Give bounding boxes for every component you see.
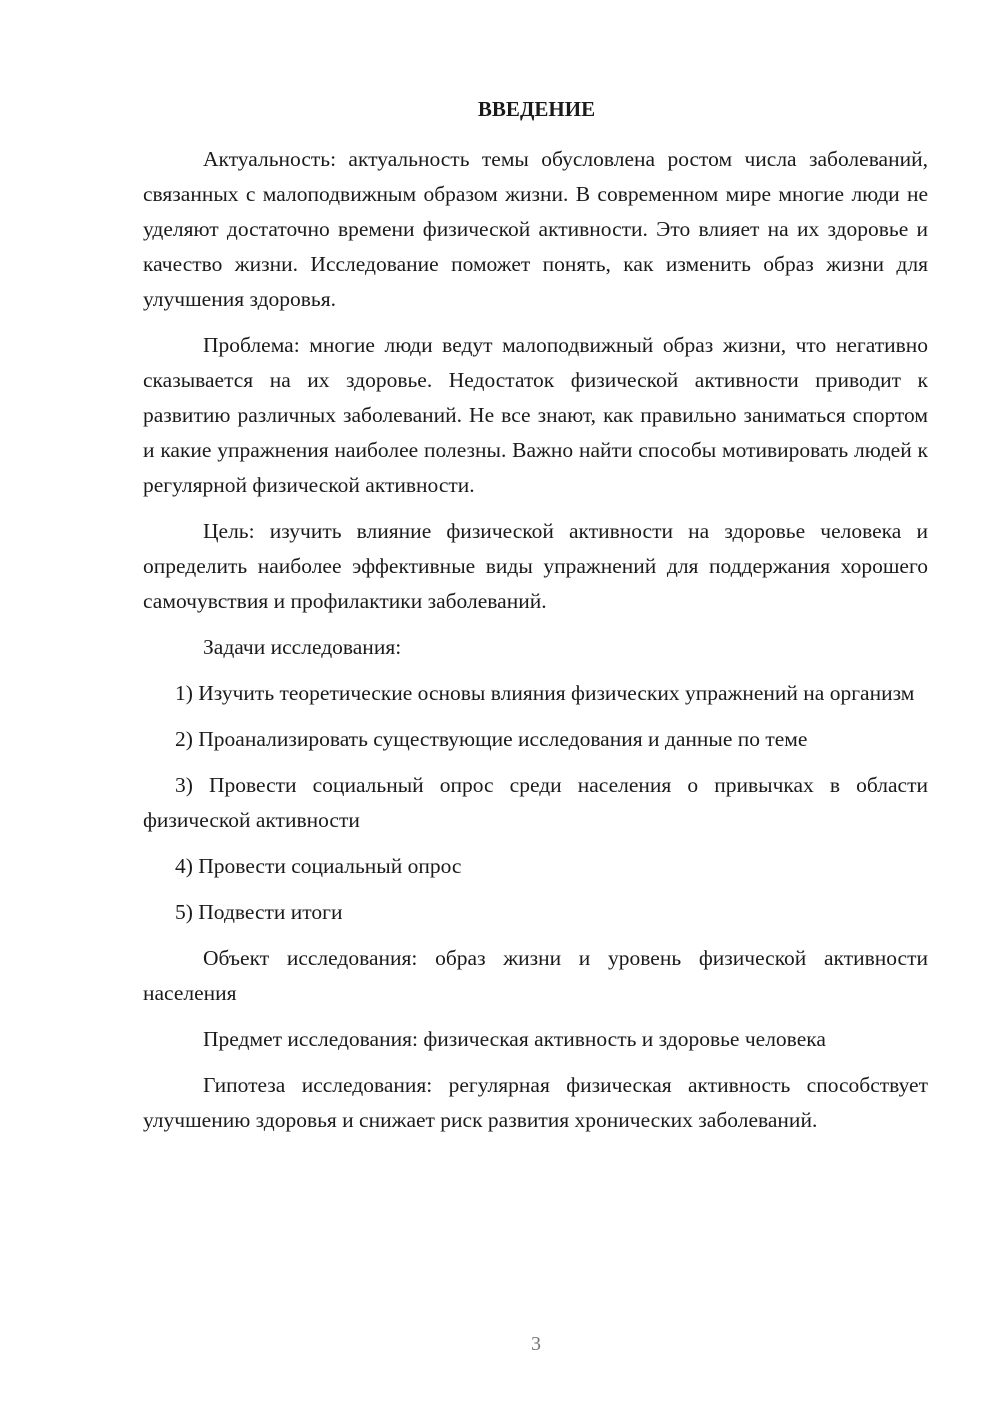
task-item: 2) Проанализировать существующие исследования и данные по теме <box>175 727 808 751</box>
task-item: 4) Провести социальный опрос <box>175 854 462 878</box>
page-title: ВВЕДЕНИЕ <box>477 97 596 121</box>
page-number: 3 <box>531 1333 541 1355</box>
subject-paragraph: Предмет исследования: физическая активность и здоровье человека <box>203 1027 826 1051</box>
task-item: 3) Провести социальный опрос среди населения о привычках в области физической активности <box>143 773 928 832</box>
object-paragraph: Объект исследования: образ жизни и уровень физической активности населения <box>143 946 928 1005</box>
tasks-header: Задачи исследования: <box>203 635 402 659</box>
hypothesis-paragraph: Гипотеза исследования: регулярная физическая активность способствует улучшению здоровья и снижает риск развития хронических заболеваний. <box>143 1073 928 1132</box>
goal-paragraph: Цель: изучить влияние физической активности на здоровье человека и определить наиболее эффективные виды упражнений для поддержания хорошего самочувствия и профилактики заболеваний. <box>143 519 928 613</box>
task-item: 1) Изучить теоретические основы влияния физических упражнений на организм <box>175 681 915 705</box>
problem-paragraph: Проблема: многие люди ведут малоподвижный образ жизни, что негативно сказывается на их здоровье. Недостаток физической активности приводит к развитию различных заболеваний. Не все знают, как правильно заниматься спортом и какие упражнения наиболее полезны. Важно найти способы мотивировать людей к регулярной физической активности. <box>143 333 928 497</box>
relevance-paragraph: Актуальность: актуальность темы обусловлена ростом числа заболеваний, связанных с малоподвижным образом жизни. В современном мире многие люди не уделяют достаточно времени физической активности. Это влияет на их здоровье и качество жизни. Исследование поможет понять, как изменить образ жизни для улучшения здоровья. <box>143 147 928 311</box>
document-page <box>143 92 928 1149</box>
task-item: 5) Подвести итоги <box>175 900 343 924</box>
